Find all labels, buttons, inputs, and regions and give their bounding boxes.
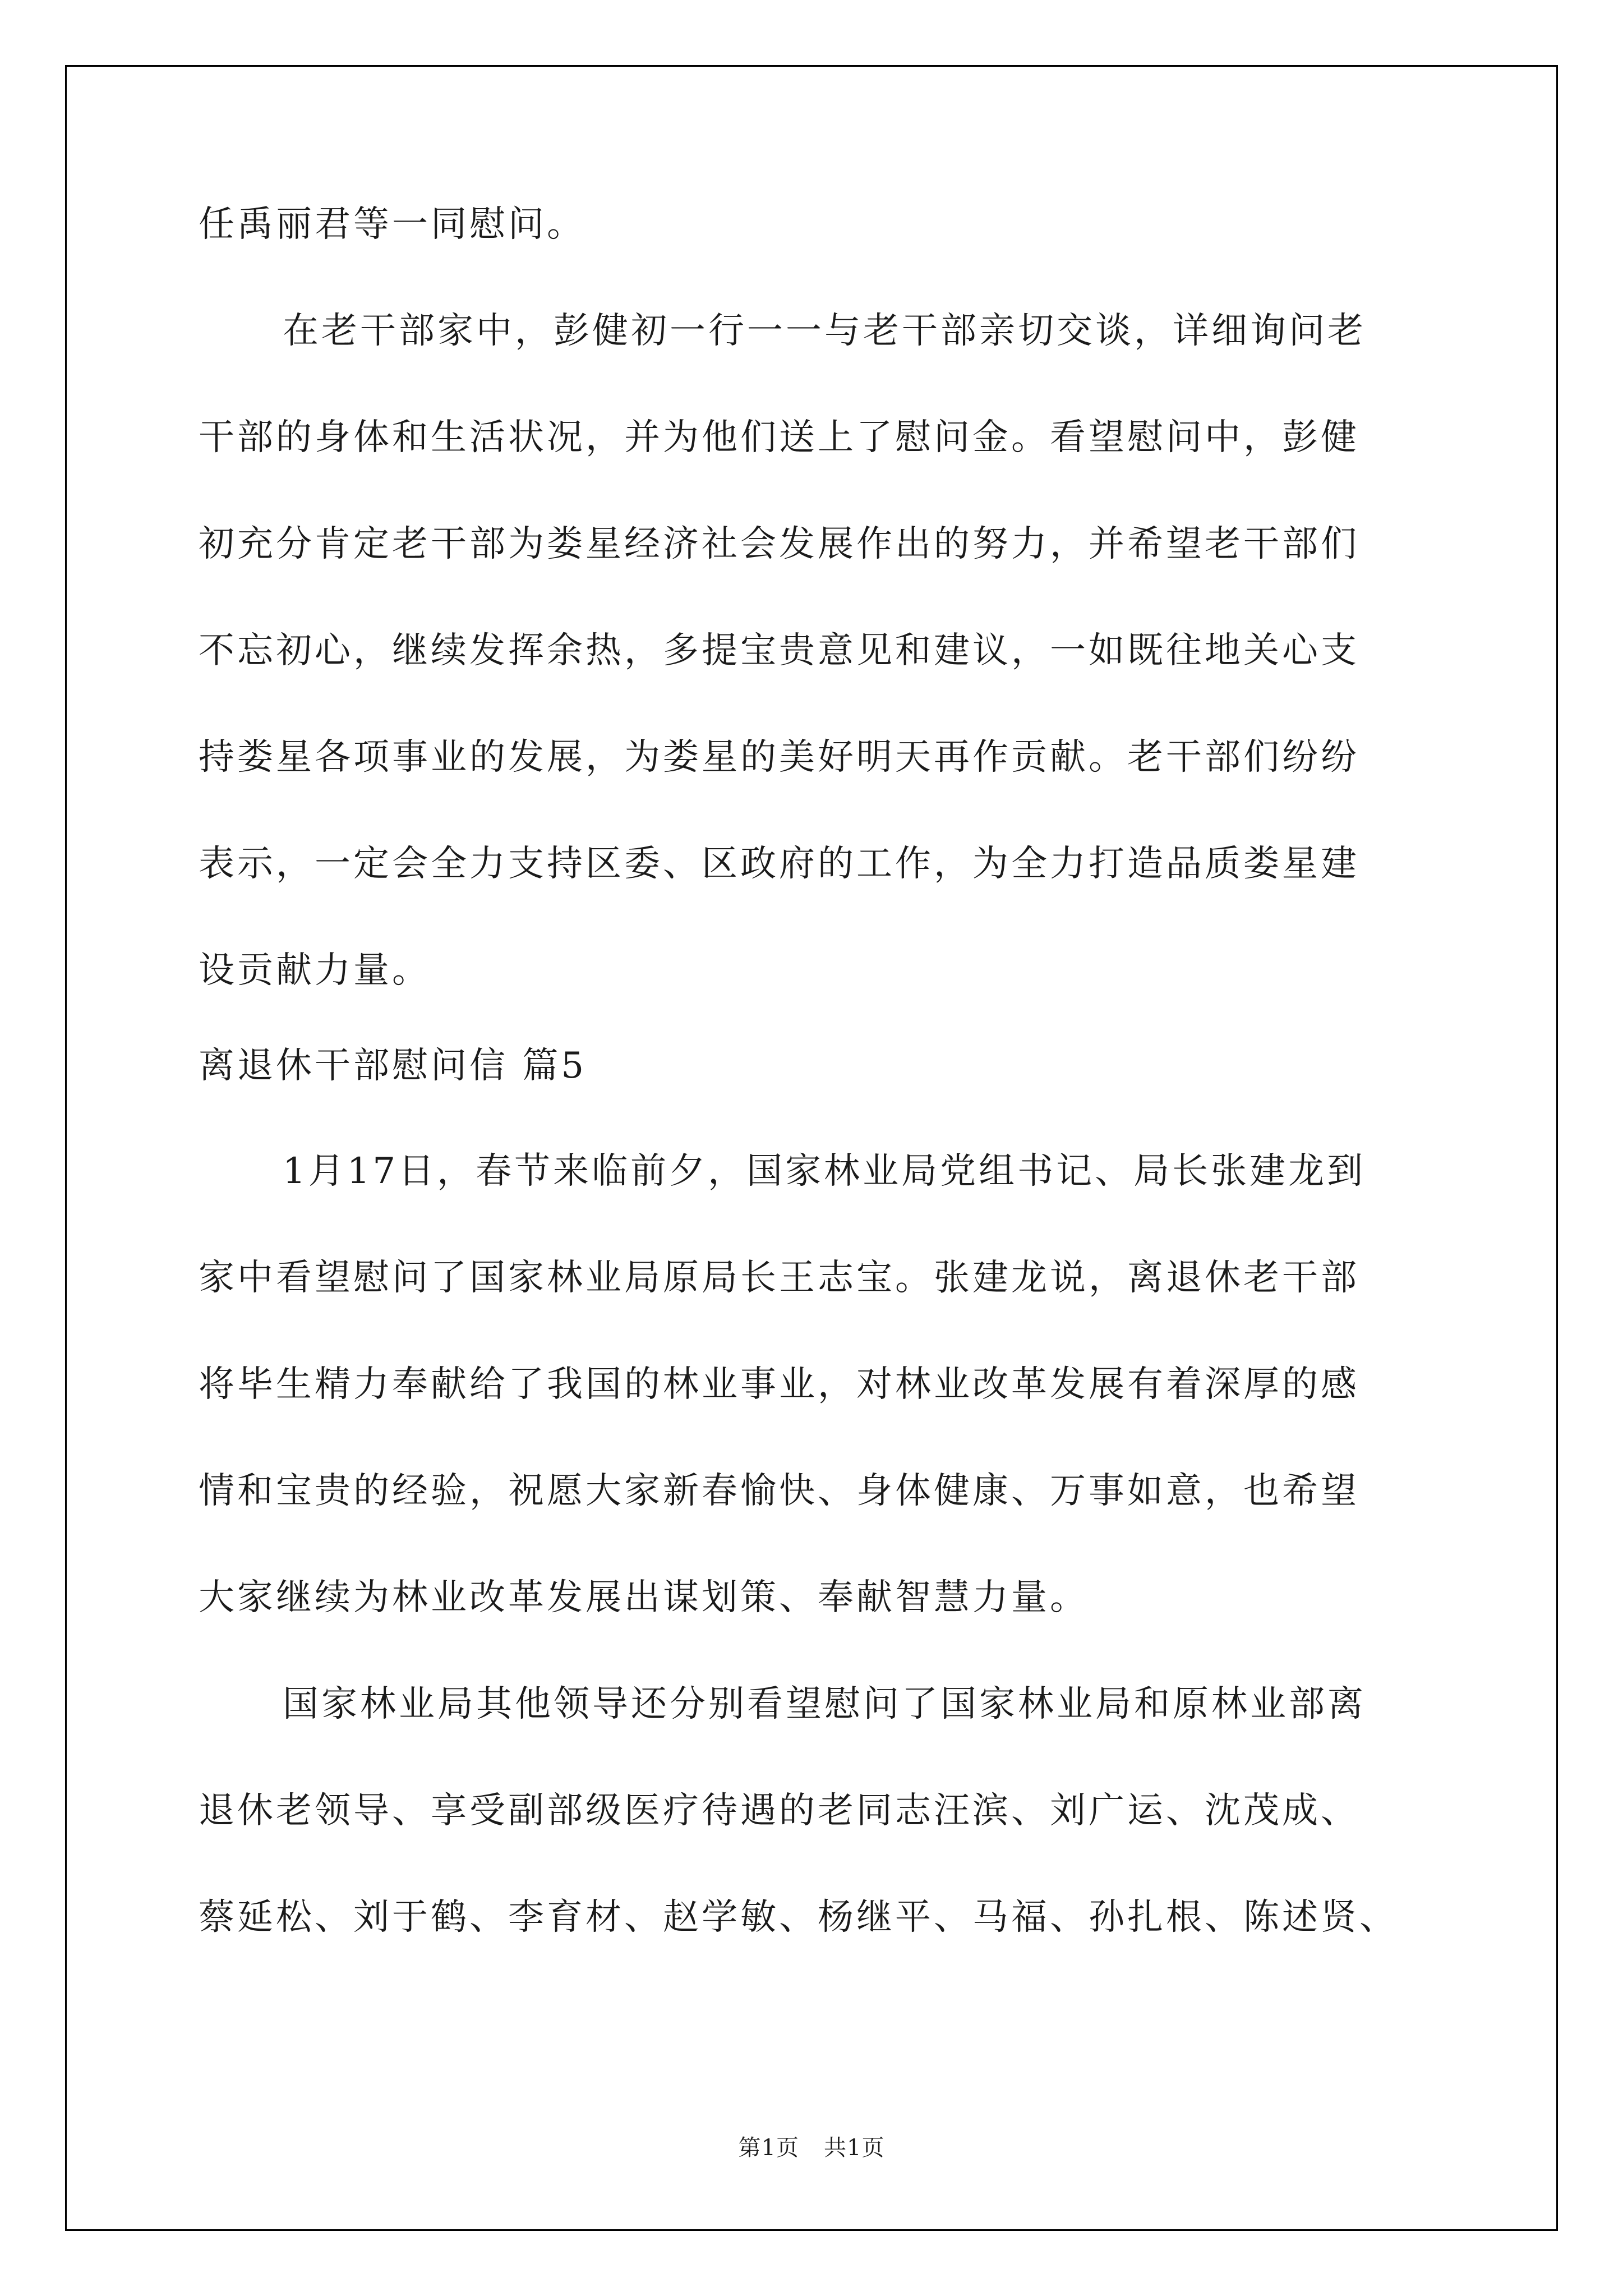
section-heading: 离退休干部慰问信 篇5	[199, 1045, 587, 1087]
paragraph-line: 大家继续为林业改革发展出谋划策、奉献智慧力量。	[199, 1577, 1089, 1618]
paragraph-line: 表示，一定会全力支持区委、区政府的工作，为全力打造品质娄星建	[199, 843, 1359, 885]
paragraph-line: 蔡延松、刘于鹤、李育材、赵学敏、杨继平、马福、孙扎根、陈述贤、	[199, 1897, 1398, 1938]
paragraph-line: 国家林业局其他领导还分别看望慰问了国家林业局和原林业部离	[283, 1683, 1366, 1725]
paragraph-line: 不忘初心，继续发挥余热，多提宝贵意见和建议，一如既往地关心支	[199, 630, 1359, 671]
page-total: 共1页	[824, 2135, 885, 2161]
paragraph-line: 初充分肯定老干部为娄星经济社会发展作出的努力，并希望老干部们	[199, 523, 1359, 565]
page-number: 第1页	[738, 2135, 799, 2161]
paragraph-line: 在老干部家中，彭健初一行一一与老干部亲切交谈，详细询问老	[283, 310, 1366, 352]
page-footer	[0, 2134, 1623, 2162]
paragraph-line: 家中看望慰问了国家林业局原局长王志宝。张建龙说，离退休老干部	[199, 1257, 1359, 1299]
paragraph-line: 任禹丽君等一同慰问。	[199, 204, 585, 245]
paragraph-line: 情和宝贵的经验，祝愿大家新春愉快、身体健康、万事如意，也希望	[199, 1470, 1359, 1512]
paragraph-line: 将毕生精力奉献给了我国的林业事业，对林业改革发展有着深厚的感	[199, 1364, 1359, 1405]
paragraph-line: 设贡献力量。	[199, 950, 431, 991]
paragraph-line: 持娄星各项事业的发展，为娄星的美好明天再作贡献。老干部们纷纷	[199, 737, 1359, 778]
paragraph-line: 1月17日，春节来临前夕，国家林业局党组书记、局长张建龙到	[283, 1151, 1366, 1192]
paragraph-line: 干部的身体和生活状况，并为他们送上了慰问金。看望慰问中，彭健	[199, 417, 1359, 458]
paragraph-line: 退休老领导、享受副部级医疗待遇的老同志汪滨、刘广运、沈茂成、	[199, 1790, 1359, 1832]
